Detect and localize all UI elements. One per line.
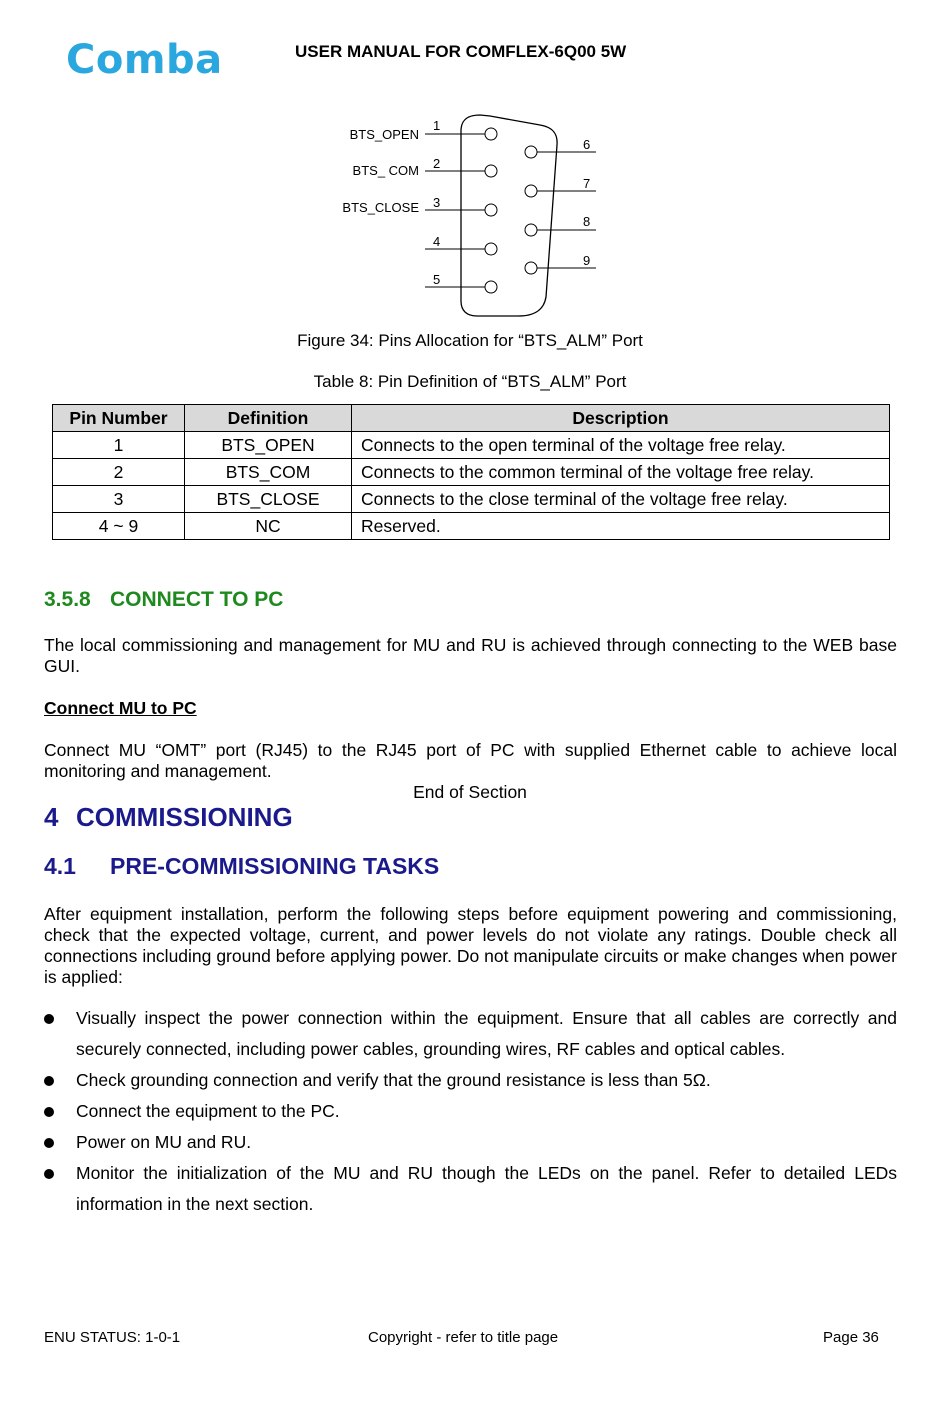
pin-number-7: 7 xyxy=(583,176,591,191)
list-item: Power on MU and RU. xyxy=(44,1127,897,1158)
connect-pc-intro: The local commissioning and management for MU and RU is achieved through connecting to the WEB base GUI. xyxy=(44,635,897,676)
section-number: 3.5.8 xyxy=(44,588,91,611)
list-item: Monitor the initialization of the MU and RU though the LEDs on the panel. Refer to detailed LEDs information in the next section. xyxy=(44,1158,897,1220)
chapter-number: 4 xyxy=(44,802,59,832)
table-row xyxy=(53,513,890,540)
cell-definition: NC xyxy=(185,513,352,540)
cell-pin: 4 ~ 9 xyxy=(53,513,185,540)
signal-label-bts-close: BTS_CLOSE xyxy=(342,200,419,215)
figure-caption: Figure 34: Pins Allocation for “BTS_ALM” Port xyxy=(297,331,643,350)
cell-pin: 2 xyxy=(53,459,185,486)
section-title: CONNECT TO PC xyxy=(110,588,284,611)
pre-commissioning-intro: After equipment installation, perform the following steps before equipment powering and commissioning, check that the expected voltage, current, and power levels do not violate any ratings. Double check all connections including ground before applying power. Do not manipulate circuits or make changes when power is applied: xyxy=(44,904,897,987)
bullet-icon xyxy=(44,1107,54,1117)
pin-number-8: 8 xyxy=(583,214,591,229)
pin-number-4: 4 xyxy=(433,234,441,249)
list-item: Connect the equipment to the PC. xyxy=(44,1096,897,1127)
list-item: Visually inspect the power connection within the equipment. Ensure that all cables are correctly and securely connected, including power cables, grounding wires, RF cables and optical cables. xyxy=(44,1003,897,1065)
cell-pin: 1 xyxy=(53,432,185,459)
bullet-icon xyxy=(44,1076,54,1086)
connector-outline xyxy=(461,115,557,316)
list-item: Check grounding connection and verify that the ground resistance is less than 5Ω. xyxy=(44,1065,897,1096)
end-of-section: End of Section xyxy=(413,782,527,802)
chapter-title: COMMISSIONING xyxy=(76,802,293,832)
footer-copyright: Copyright - refer to title page xyxy=(368,1329,559,1346)
cell-description: Connects to the open terminal of the voltage free relay. xyxy=(352,432,890,459)
header-definition: Definition xyxy=(185,405,352,432)
section-title: PRE-COMMISSIONING TASKS xyxy=(110,853,440,879)
cell-description: Reserved. xyxy=(352,513,890,540)
bullet-icon xyxy=(44,1014,54,1024)
pin-number-2: 2 xyxy=(433,156,441,171)
comba-logo: Comba xyxy=(66,37,223,83)
table-row xyxy=(53,432,890,459)
pin-number-6: 6 xyxy=(583,137,591,152)
pin-number-9: 9 xyxy=(583,253,591,268)
header-description: Description xyxy=(352,405,890,432)
pin-number-1: 1 xyxy=(433,118,441,133)
signal-label-bts-open: BTS_OPEN xyxy=(349,127,419,142)
cell-description: Connects to the common terminal of the voltage free relay. xyxy=(352,459,890,486)
section-number: 4.1 xyxy=(44,853,76,879)
section-4-1-heading xyxy=(44,853,439,880)
table-row xyxy=(53,486,890,513)
footer-page-number: Page 36 xyxy=(823,1329,879,1346)
document-title: USER MANUAL FOR COMFLEX-6Q00 5W xyxy=(295,42,627,61)
table-header-row xyxy=(53,405,890,432)
signal-label-bts-com: BTS_ COM xyxy=(352,163,419,178)
header-pin-number: Pin Number xyxy=(53,405,185,432)
db9-connector-diagram xyxy=(330,105,620,320)
pin-definition-table xyxy=(52,404,890,540)
pin-number-5: 5 xyxy=(433,272,441,287)
cell-pin: 3 xyxy=(53,486,185,513)
table-caption: Table 8: Pin Definition of “BTS_ALM” Port xyxy=(313,372,627,391)
bullet-icon xyxy=(44,1169,54,1179)
table-row xyxy=(53,459,890,486)
bullet-icon xyxy=(44,1138,54,1148)
pre-commissioning-checklist xyxy=(44,1003,897,1220)
pin-number-3: 3 xyxy=(433,195,441,210)
footer-status: ENU STATUS: 1-0-1 xyxy=(44,1329,181,1346)
cell-description: Connects to the close terminal of the voltage free relay. xyxy=(352,486,890,513)
cell-definition: BTS_CLOSE xyxy=(185,486,352,513)
cell-definition: BTS_OPEN xyxy=(185,432,352,459)
section-3-5-8-heading xyxy=(44,588,283,612)
connect-mu-subheading: Connect MU to PC xyxy=(44,698,197,718)
cell-definition: BTS_COM xyxy=(185,459,352,486)
chapter-4-heading xyxy=(44,802,293,833)
connect-mu-body: Connect MU “OMT” port (RJ45) to the RJ45 port of PC with supplied Ethernet cable to achieve local monitoring and management. xyxy=(44,740,897,781)
